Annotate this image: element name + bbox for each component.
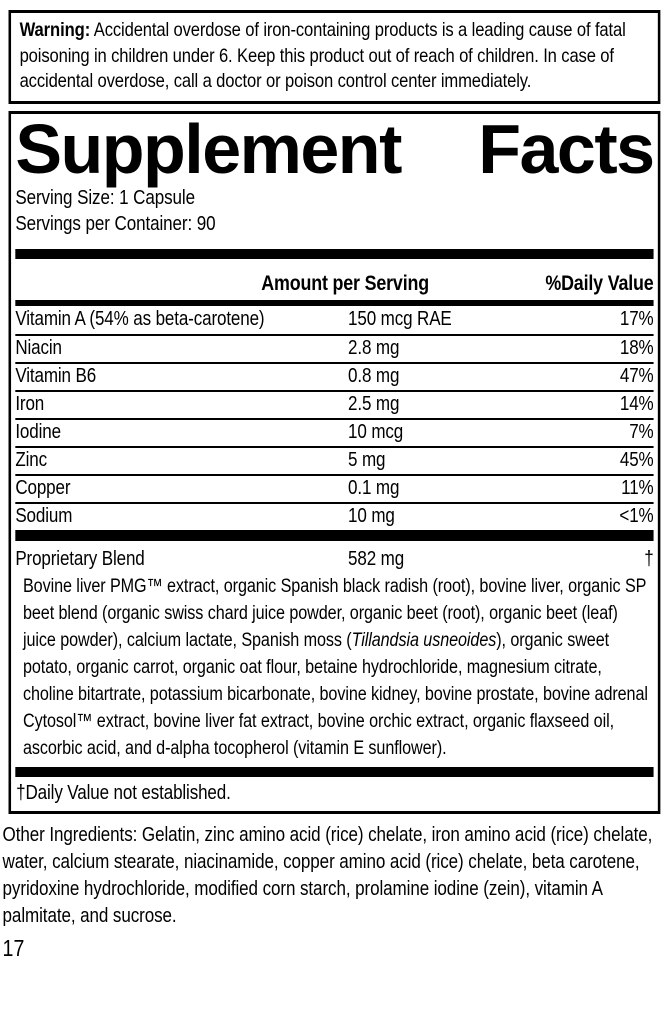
nutrient-amount: 10 mg: [348, 505, 395, 527]
other-ingredients-label: Other Ingredients:: [2, 823, 138, 846]
nutrient-amount: 2.5 mg: [348, 393, 400, 415]
nutrient-amount: 10 mcg: [348, 421, 404, 443]
panel-title: [15, 109, 654, 188]
supplement-facts-panel: [9, 111, 661, 814]
nutrient-daily-value: 7%: [629, 421, 654, 443]
nutrient-row: [15, 362, 653, 390]
nutrient-row: [15, 474, 653, 502]
nutrient-amount: 2.8 mg: [348, 337, 400, 359]
nutrient-name: Zinc: [15, 449, 47, 471]
servings-per-container: Servings per Container: 90: [15, 212, 216, 235]
page-number: 17: [2, 934, 25, 961]
serving-size: Serving Size: 1 Capsule: [15, 186, 196, 209]
nutrient-daily-value: 18%: [619, 337, 654, 359]
nutrient-row: [15, 306, 653, 334]
blend-description-post: ), organic sweet potato, organic carrot, organic oat flour, betaine hydrochloride, magnesium citrate, choline bitartrate, potassium bicarbonate, bovine kidney, bovine prostate, bovine adrenal Cytosol™ extract, bovine liver fat extract, bovine orchic extract, organic flaxseed oil, ascorbic acid, and d-alpha tocopherol (vitamin E sunflower).: [22, 629, 648, 759]
nutrient-rows: [15, 306, 653, 530]
other-ingredients: [3, 822, 667, 930]
nutrient-amount: 150 mcg RAE: [348, 308, 452, 330]
column-header-amount: Amount per Serving: [261, 271, 429, 295]
blend-daily-value-dagger: †: [644, 547, 654, 570]
nutrient-daily-value: 47%: [619, 365, 654, 387]
nutrient-daily-value: 11%: [621, 477, 654, 499]
nutrient-row: [15, 502, 653, 530]
nutrient-name: Copper: [15, 477, 71, 499]
nutrient-daily-value: <1%: [619, 505, 654, 527]
nutrient-name: Iodine: [15, 421, 61, 443]
warning-label: Warning:: [19, 19, 91, 41]
table-header-row: [15, 259, 653, 300]
nutrient-name: Vitamin A (54% as beta-carotene): [15, 308, 265, 330]
nutrient-name: Sodium: [15, 505, 73, 527]
divider-above-blend: [15, 530, 653, 541]
blend-description-pre: Bovine liver PMG™ extract, organic Spanish black radish (root), bovine liver, organic SP beet blend (organic swiss chard juice powder, organic beet (root), organic beet (leaf) juice powder), calcium lactate, Spanish moss (: [22, 575, 647, 651]
warning-box: [9, 10, 661, 104]
proprietary-blend-row: [15, 541, 653, 573]
blend-description-latin-name: Tillandsia usneoides: [351, 629, 497, 651]
divider-thick-top: [15, 249, 653, 259]
nutrient-amount: 0.1 mg: [348, 477, 400, 499]
nutrient-daily-value: 45%: [619, 449, 654, 471]
daily-value-footnote: †Daily Value not established.: [16, 781, 231, 804]
column-header-daily-value: %Daily Value: [545, 271, 654, 295]
title-word-supplement: Supplement: [15, 109, 401, 188]
warning-text: Accidental overdose of iron-containing products is a leading cause of fatal poisoning in children under 6. Keep this product out of reach of children. In case of accidental overdose, call a doctor or poison control center immediately.: [19, 19, 626, 92]
nutrient-name: Vitamin B6: [15, 365, 97, 387]
nutrient-row: [15, 390, 653, 418]
nutrient-daily-value: 14%: [619, 393, 654, 415]
nutrient-row: [15, 446, 653, 474]
nutrient-amount: 5 mg: [348, 449, 386, 471]
nutrient-name: Iron: [15, 393, 45, 415]
other-ingredients-text: Gelatin, zinc amino acid (rice) chelate, iron amino acid (rice) chelate, water, calcium stearate, niacinamide, copper amino acid (rice) chelate, beta carotene, pyridoxine hydrochloride, modified corn starch, prolamine iodine (zein), vitamin A palmitate, and sucrose.: [2, 823, 653, 927]
nutrient-row: [15, 418, 653, 446]
divider-above-footnote: [15, 767, 653, 777]
nutrient-name: Niacin: [15, 337, 62, 359]
nutrient-amount: 0.8 mg: [348, 365, 400, 387]
title-word-facts: Facts: [478, 109, 654, 188]
nutrient-row: [15, 334, 653, 362]
nutrient-daily-value: 17%: [619, 308, 654, 330]
blend-name: Proprietary Blend: [15, 547, 145, 570]
blend-description: [15, 573, 653, 762]
blend-amount: 582 mg: [348, 547, 405, 570]
